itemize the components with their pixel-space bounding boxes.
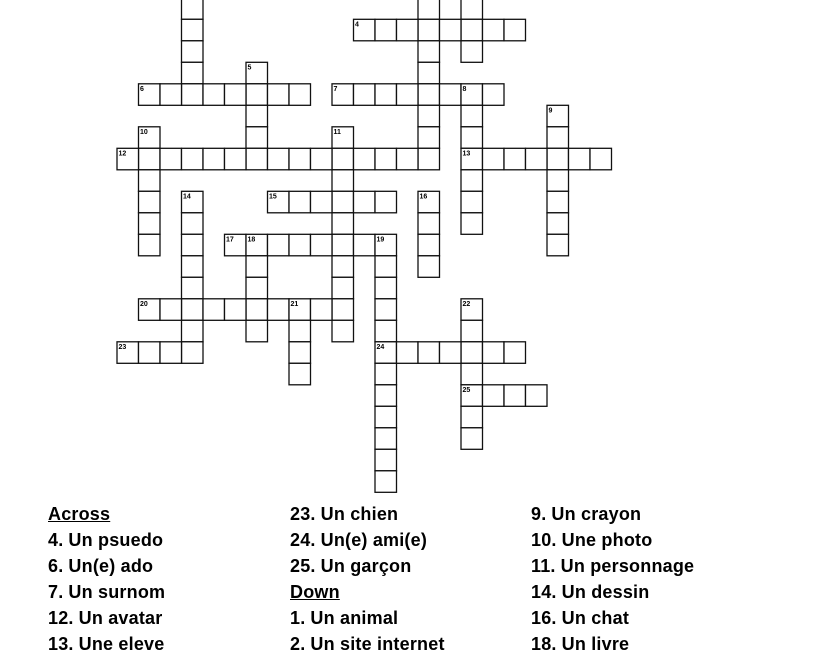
clue-number: 7. <box>48 582 64 602</box>
clue-number: 23. <box>290 504 316 524</box>
grid-cell[interactable] <box>311 299 333 321</box>
grid-cell[interactable] <box>547 148 569 170</box>
grid-cell[interactable] <box>182 320 204 342</box>
clue-down-14 <box>531 581 694 607</box>
clue-text: Un(e) ado <box>68 556 154 576</box>
clue-number-label: 23 <box>118 343 127 351</box>
clue-text: Un personnage <box>560 556 695 576</box>
clue-text: Un psuedo <box>68 530 164 550</box>
grid-cell[interactable] <box>483 84 505 106</box>
grid-cell[interactable] <box>547 213 569 235</box>
grid-cell[interactable] <box>332 256 354 277</box>
grid-cell[interactable] <box>160 148 182 170</box>
clue-down-11 <box>531 555 694 581</box>
clue-number-label: 22 <box>462 300 471 308</box>
grid-cell[interactable] <box>547 191 569 213</box>
grid-cell[interactable] <box>246 320 268 342</box>
grid-cell[interactable] <box>461 41 483 63</box>
grid-cell[interactable] <box>139 342 161 364</box>
grid-cell[interactable] <box>289 148 311 170</box>
grid-cell[interactable] <box>461 105 483 127</box>
grid-cell[interactable] <box>461 363 483 385</box>
grid-cell[interactable] <box>332 191 354 213</box>
grid-cell[interactable] <box>547 127 569 149</box>
clue-number-label: 14 <box>183 193 191 201</box>
clue-text: Un surnom <box>68 582 166 602</box>
grid-cell[interactable] <box>246 148 268 170</box>
clue-text: Un crayon <box>551 504 642 524</box>
grid-cell[interactable] <box>268 84 290 106</box>
grid-cell[interactable] <box>375 299 397 321</box>
grid-cell[interactable] <box>160 84 182 106</box>
grid-cell[interactable] <box>397 342 419 364</box>
grid-cell[interactable] <box>139 148 161 170</box>
clue-across-12 <box>48 607 165 633</box>
clue-text: Un animal <box>310 608 399 628</box>
grid-cell[interactable] <box>246 299 268 321</box>
grid-cell[interactable] <box>311 148 333 170</box>
grid-cell[interactable] <box>289 84 311 106</box>
grid-cell[interactable] <box>268 234 290 256</box>
grid-cell[interactable] <box>332 299 354 321</box>
clue-across-25 <box>290 555 445 581</box>
clue-number: 24. <box>290 530 316 550</box>
grid-cell[interactable] <box>418 19 440 41</box>
grid-cell[interactable] <box>139 170 161 192</box>
clue-number-label: 11 <box>333 128 341 136</box>
grid-cell[interactable] <box>182 62 204 84</box>
clue-number: 6. <box>48 556 64 576</box>
grid-cell[interactable] <box>354 148 376 170</box>
clue-down-9 <box>531 503 694 529</box>
grid-cell[interactable] <box>203 299 225 321</box>
grid-cell[interactable] <box>354 84 376 106</box>
grid-cell[interactable] <box>461 342 483 364</box>
grid-cell[interactable] <box>246 127 268 149</box>
grid-cell[interactable] <box>461 428 483 450</box>
grid-cell[interactable] <box>332 213 354 235</box>
grid-cell[interactable] <box>203 84 225 106</box>
grid-cell[interactable] <box>418 213 440 235</box>
clue-number-label: 8 <box>462 85 467 93</box>
clue-number-label: 5 <box>247 64 252 72</box>
clue-number-label: 13 <box>462 150 471 158</box>
grid-cell[interactable] <box>590 148 612 170</box>
grid-cell[interactable] <box>332 148 354 170</box>
grid-cell[interactable] <box>182 342 204 364</box>
grid-cell[interactable] <box>483 148 505 170</box>
grid-cell[interactable] <box>268 299 290 321</box>
grid-cell[interactable] <box>461 19 483 41</box>
grid-cell[interactable] <box>418 148 440 170</box>
clue-number-label: 6 <box>140 85 144 93</box>
clue-number-label: 19 <box>376 236 385 244</box>
clue-number-label: 21 <box>290 300 299 308</box>
grid-cell[interactable] <box>375 471 397 493</box>
clue-down-10 <box>531 529 694 555</box>
grid-cell[interactable] <box>504 148 526 170</box>
grid-cell[interactable] <box>375 428 397 450</box>
clue-text: Un dessin <box>561 582 650 602</box>
grid-cell[interactable] <box>160 342 182 364</box>
grid-cell[interactable] <box>311 191 333 213</box>
grid-cell[interactable] <box>418 41 440 63</box>
grid-cell[interactable] <box>397 84 419 106</box>
grid-cell[interactable] <box>225 84 247 106</box>
grid-cell[interactable] <box>418 342 440 364</box>
grid-cell[interactable] <box>160 299 182 321</box>
grid-cell[interactable] <box>504 19 526 41</box>
grid-cell[interactable] <box>461 320 483 342</box>
clue-number: 13. <box>48 634 74 654</box>
clue-number-label: 12 <box>118 150 127 158</box>
grid-cell[interactable] <box>289 234 311 256</box>
clue-number-label: 16 <box>419 193 428 201</box>
grid-cell[interactable] <box>397 148 419 170</box>
grid-cell[interactable] <box>440 342 462 364</box>
grid-cell[interactable] <box>182 19 204 41</box>
grid-cell[interactable] <box>547 234 569 256</box>
grid-cell[interactable] <box>569 148 591 170</box>
grid-cell[interactable] <box>203 148 225 170</box>
grid-cell[interactable] <box>375 277 397 299</box>
grid-cell[interactable] <box>375 406 397 428</box>
clue-across-23 <box>290 503 445 529</box>
clue-text: Une photo <box>561 530 653 550</box>
clue-number: 25. <box>290 556 316 576</box>
grid-cell[interactable] <box>182 0 204 19</box>
grid-cell[interactable] <box>332 170 354 192</box>
clue-down-1 <box>290 607 445 633</box>
clue-text: Un site internet <box>310 634 445 654</box>
grid-cell[interactable] <box>289 342 311 364</box>
grid-cell[interactable] <box>375 148 397 170</box>
clue-number: 4. <box>48 530 64 550</box>
clue-number-label: 7 <box>333 85 338 93</box>
grid-cell[interactable] <box>246 256 268 277</box>
grid-cell[interactable] <box>461 406 483 428</box>
clue-number-label: 17 <box>226 236 234 244</box>
grid-cell[interactable] <box>182 256 204 277</box>
clue-number-label: 24 <box>376 343 385 351</box>
grid-cell[interactable] <box>461 127 483 149</box>
grid-cell[interactable] <box>139 213 161 235</box>
clue-across-7 <box>48 581 165 607</box>
clue-across-6 <box>48 555 165 581</box>
clue-number-label: 20 <box>140 300 148 308</box>
grid-cell[interactable] <box>289 191 311 213</box>
grid-cell[interactable] <box>332 277 354 299</box>
clue-number: 12. <box>48 608 74 628</box>
grid-cell[interactable] <box>246 84 268 106</box>
grid-cell[interactable] <box>139 234 161 256</box>
grid-cell[interactable] <box>225 148 247 170</box>
clue-text: Un(e) ami(e) <box>320 530 428 550</box>
grid-cell[interactable] <box>182 213 204 235</box>
clue-number-label: 15 <box>269 193 277 201</box>
grid-cell[interactable] <box>504 385 526 407</box>
grid-cell[interactable] <box>375 19 397 41</box>
clue-number-label: 25 <box>462 386 471 394</box>
clue-text: Une eleve <box>78 634 165 654</box>
grid-cell[interactable] <box>182 234 204 256</box>
grid-cell[interactable] <box>182 299 204 321</box>
grid-cell[interactable] <box>418 256 440 277</box>
grid-cell[interactable] <box>461 213 483 235</box>
down-heading: Down <box>290 582 340 602</box>
grid-cell[interactable] <box>418 0 440 19</box>
clue-number-label: 10 <box>140 128 148 136</box>
grid-cell[interactable] <box>246 277 268 299</box>
grid-cell[interactable] <box>440 84 462 106</box>
grid-cell[interactable] <box>483 342 505 364</box>
clue-down-16 <box>531 607 694 633</box>
grid-cell[interactable] <box>225 299 247 321</box>
grid-cell[interactable] <box>375 320 397 342</box>
grid-cell[interactable] <box>375 256 397 277</box>
grid-cell[interactable] <box>418 234 440 256</box>
clue-number: 18. <box>531 634 557 654</box>
grid-cell[interactable] <box>268 148 290 170</box>
grid-cell[interactable] <box>375 363 397 385</box>
grid-cell[interactable] <box>461 170 483 192</box>
grid-cell[interactable] <box>375 191 397 213</box>
grid-cell[interactable] <box>461 0 483 19</box>
grid-cell[interactable] <box>354 234 376 256</box>
clue-number: 14. <box>531 582 557 602</box>
clue-number: 2. <box>290 634 306 654</box>
across-heading: Across <box>48 504 111 524</box>
grid-cell[interactable] <box>483 385 505 407</box>
clue-number: 10. <box>531 530 557 550</box>
grid-cell[interactable] <box>461 191 483 213</box>
grid-cell[interactable] <box>182 84 204 106</box>
grid-cell[interactable] <box>332 320 354 342</box>
clue-text: Un livre <box>561 634 630 654</box>
grid-cell[interactable] <box>483 19 505 41</box>
grid-cell[interactable] <box>375 84 397 106</box>
clue-text: Un avatar <box>78 608 163 628</box>
clue-text: Un chien <box>320 504 399 524</box>
grid-cell[interactable] <box>504 342 526 364</box>
clues-column-1 <box>48 503 165 659</box>
grid-cell[interactable] <box>397 19 419 41</box>
grid-cell[interactable] <box>375 449 397 471</box>
grid-cell[interactable] <box>182 277 204 299</box>
clue-across-4 <box>48 529 165 555</box>
grid-cell[interactable] <box>418 62 440 84</box>
clue-number: 11. <box>531 556 556 576</box>
clue-across-13 <box>48 633 165 659</box>
grid-cell[interactable] <box>418 105 440 127</box>
grid-cell[interactable] <box>182 148 204 170</box>
grid-cell[interactable] <box>289 320 311 342</box>
clue-across-24 <box>290 529 445 555</box>
grid-cell[interactable] <box>418 127 440 149</box>
clue-number: 1. <box>290 608 306 628</box>
grid-cell[interactable] <box>332 234 354 256</box>
grid-cell[interactable] <box>547 170 569 192</box>
grid-cell[interactable] <box>289 363 311 385</box>
grid-cell[interactable] <box>182 41 204 63</box>
clue-number: 9. <box>531 504 547 524</box>
clue-down-18 <box>531 633 694 659</box>
grid-cell[interactable] <box>526 148 548 170</box>
clue-number-label: 9 <box>548 107 553 115</box>
clue-number-label: 4 <box>355 21 359 29</box>
grid-cell[interactable] <box>311 234 333 256</box>
grid-cell[interactable] <box>375 385 397 407</box>
clue-number: 16. <box>531 608 557 628</box>
grid-cell[interactable] <box>139 191 161 213</box>
clue-text: Un chat <box>561 608 630 628</box>
grid-cell[interactable] <box>354 191 376 213</box>
clues-column-2 <box>290 503 445 659</box>
clue-number-label: 18 <box>247 236 256 244</box>
clue-down-2 <box>290 633 445 659</box>
grid-cell[interactable] <box>418 84 440 106</box>
grid-cell[interactable] <box>246 105 268 127</box>
grid-cell[interactable] <box>440 19 462 41</box>
grid-cell[interactable] <box>526 385 548 407</box>
clue-text: Un garçon <box>320 556 412 576</box>
clues-column-3 <box>531 503 694 659</box>
